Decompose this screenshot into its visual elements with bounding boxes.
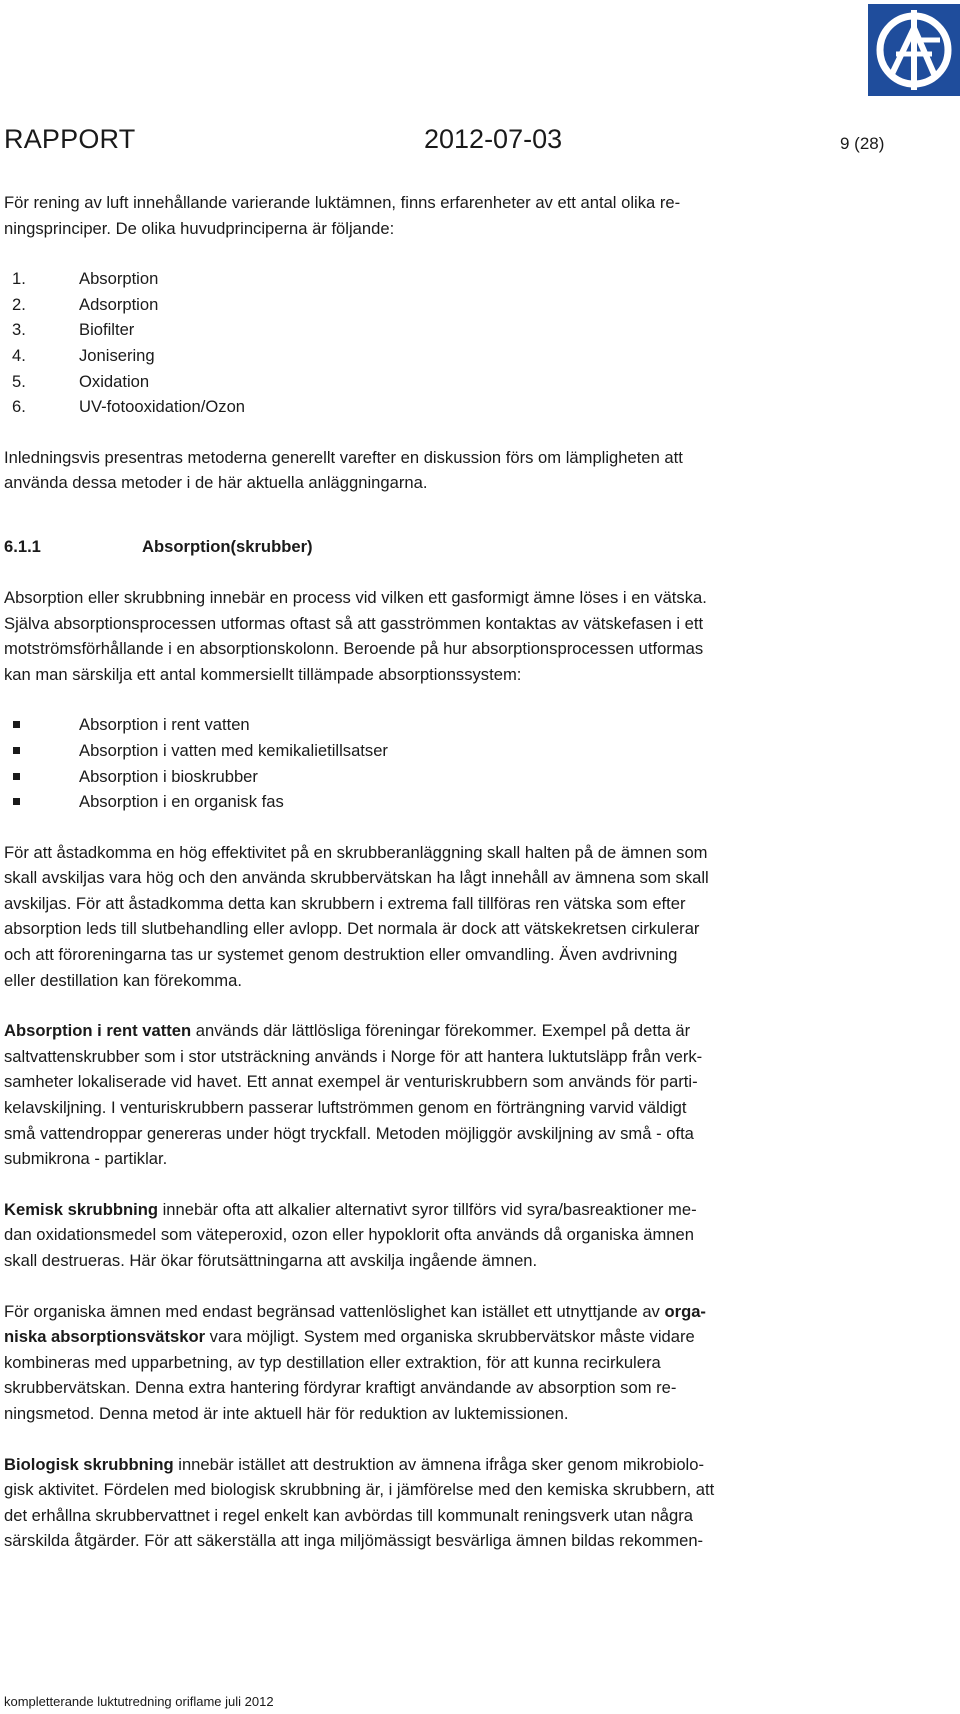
text-line: skrubbervätskan. Denna extra hantering fördyrar kraftigt användande av absorption som re- xyxy=(4,1378,677,1398)
list-item-label: Absorption xyxy=(79,269,159,289)
text-line: innebär ofta att alkalier alternativt syror tillförs vid syra/basreaktioner me- xyxy=(158,1199,697,1219)
company-logo xyxy=(868,4,960,96)
intro-line-2: ningsprinciper. De olika huvudprinciperna är följande: xyxy=(4,218,395,238)
text-line: innebär istället att destruktion av ämnena ifråga sker genom mikrobiolo- xyxy=(173,1454,704,1474)
section-number: 6.1.1 xyxy=(4,536,41,556)
text-line: små vattendroppar genereras under högt tryckfall. Metoden möjliggör avskiljning av små - ofta xyxy=(4,1123,694,1143)
list-number: 6. xyxy=(12,397,26,417)
text-line: absorption leds till slutbehandling eller avlopp. Det normala är dock att vätskekretsen cirkulerar xyxy=(4,919,700,939)
clean-water-term: Absorption i rent vatten xyxy=(4,1021,192,1041)
text-line: särskilda åtgärder. För att säkerställa att inga miljömässigt besvärliga ämnen bildas rekommen- xyxy=(4,1531,704,1551)
absorption-intro-paragraph xyxy=(4,585,830,687)
list-item xyxy=(4,343,830,369)
list-item-label: Jonisering xyxy=(79,345,155,365)
section-heading xyxy=(4,534,830,560)
text-line: dan oxidationsmedel som väteperoxid, ozon eller hypoklorit ofta används då organiska ämnen xyxy=(4,1225,694,1245)
list-item-label: Adsorption xyxy=(79,294,159,314)
text-line: skall avskiljas vara hög och den använda skrubbervätskan ha lågt innehåll av ämnena som skall xyxy=(4,868,709,888)
absorption-line-1: Absorption eller skrubbning innebär en process vid vilken ett gasformigt ämne löses i en vätska. xyxy=(4,587,707,607)
efficiency-paragraph xyxy=(4,840,830,994)
presentation-paragraph xyxy=(4,445,830,496)
square-bullet-icon xyxy=(13,773,20,780)
text-line: skall destrueras. Här ökar förutsättningarna att avskilja ingående ämnen. xyxy=(4,1251,538,1270)
text-line: kelavskiljning. I venturiskrubbern passerar luftströmmen genom en förträngning varvid väldigt xyxy=(4,1098,687,1118)
square-bullet-icon xyxy=(13,721,20,728)
section-title: Absorption(skrubber) xyxy=(142,536,313,556)
list-item-label: Absorption i bioskrubber xyxy=(79,766,258,786)
organic-term-part-1: orga- xyxy=(664,1301,706,1321)
organic-term-part-2: niska absorptionsvätskor xyxy=(4,1327,206,1347)
chemical-paragraph xyxy=(4,1197,830,1274)
list-number: 3. xyxy=(12,320,26,340)
list-number: 5. xyxy=(12,371,26,391)
list-item-label: Biofilter xyxy=(79,320,135,340)
page-header xyxy=(4,124,960,164)
page-footer: kompletterande luktutredning oriflame juli 2012 xyxy=(4,1694,274,1709)
text-line: För organiska ämnen med endast begränsad vattenlöslighet kan istället ett utnyttjande av xyxy=(4,1301,665,1321)
text-line: saltvattenskrubber som i stor utsträckning används i Norge för att hantera luktutsläpp från verk- xyxy=(4,1046,703,1066)
list-item xyxy=(4,764,830,790)
list-number: 2. xyxy=(12,294,26,314)
text-line: vara möjligt. System med organiska skrubbervätskor måste vidare xyxy=(205,1327,695,1347)
text-line: ningsmetod. Denna metod är inte aktuell här för reduktion av luktemissionen. xyxy=(4,1403,569,1423)
square-bullet-icon xyxy=(13,747,20,754)
intro-line-1: För rening av luft innehållande varierande luktämnen, finns erfarenheter av ett antal olika re- xyxy=(4,193,681,212)
absorption-line-2: Själva absorptionsprocessen utformas oftast så att gasströmmen kontaktas av vätskefasen i ett xyxy=(4,613,704,633)
text-line: För att åstadkomma en hög effektivitet på en skrubberanläggning skall halten på de ämnen som xyxy=(4,842,708,862)
intro-paragraph xyxy=(4,190,830,241)
page-number: 9 (28) xyxy=(840,134,885,153)
list-item xyxy=(4,712,830,738)
biological-term: Biologisk skrubbning xyxy=(4,1454,174,1474)
list-item-label: Oxidation xyxy=(79,371,150,391)
clean-water-paragraph xyxy=(4,1018,830,1172)
presentation-line-2: använda dessa metoder i de här aktuella anläggningarna. xyxy=(4,473,428,493)
list-number: 1. xyxy=(12,269,26,289)
document-body xyxy=(4,190,830,1554)
presentation-line-1: Inledningsvis presentras metoderna generellt varefter en diskussion förs om lämpligheten att xyxy=(4,447,683,467)
biological-paragraph xyxy=(4,1452,830,1554)
text-line: eller destillation kan förekomma. xyxy=(4,970,242,990)
list-item xyxy=(4,292,830,318)
list-item xyxy=(4,266,830,292)
text-line: samheter lokaliserade vid havet. Ett annat exempel är venturiskrubbern som används för parti- xyxy=(4,1072,698,1092)
list-item-label: UV-fotooxidation/Ozon xyxy=(79,397,246,417)
list-item xyxy=(4,394,830,420)
absorption-line-3: motströmsförhållande i en absorptionskolonn. Beroende på hur absorptionsprocessen utformas xyxy=(4,639,704,659)
report-date: 2012-07-03 xyxy=(424,124,563,154)
list-item-label: Absorption i rent vatten xyxy=(79,715,250,735)
organic-paragraph xyxy=(4,1299,830,1427)
chemical-term: Kemisk skrubbning xyxy=(4,1199,158,1219)
principles-list xyxy=(4,266,830,420)
absorption-line-4: kan man särskilja ett antal kommersiellt tillämpade absorptionssystem: xyxy=(4,664,522,684)
text-line: kombineras med upparbetning, av typ destillation eller extraktion, för att kunna recirkulera xyxy=(4,1352,661,1372)
list-item xyxy=(4,738,830,764)
text-line: och att föroreningarna tas ur systemet genom destruktion eller omvandling. Även avdrivning xyxy=(4,945,678,965)
list-item-label: Absorption i en organisk fas xyxy=(79,792,284,812)
text-line: det erhållna skrubbervattnet i regel enkelt kan avbördas till kommunalt reningsverk utan några xyxy=(4,1505,694,1525)
list-number: 4. xyxy=(12,345,26,365)
list-item xyxy=(4,369,830,395)
text-line: avskiljas. För att åstadkomma detta kan skrubbern i extrema fall tillföras ren vätska som efter xyxy=(4,893,686,913)
text-line: gisk aktivitet. Fördelen med biologisk skrubbning är, i jämförelse med den kemiska skrubbern, att xyxy=(4,1480,715,1500)
square-bullet-icon xyxy=(13,798,20,805)
list-item xyxy=(4,317,830,343)
absorption-systems-list xyxy=(4,712,830,814)
text-line: används där lättlösliga föreningar förekommer. Exempel på detta är xyxy=(191,1021,691,1041)
report-title: RAPPORT xyxy=(4,124,136,154)
list-item-label: Absorption i vatten med kemikalietillsatser xyxy=(79,740,388,760)
list-item xyxy=(4,789,830,815)
af-logo-icon xyxy=(868,4,960,96)
text-line: submikrona - partiklar. xyxy=(4,1149,168,1169)
